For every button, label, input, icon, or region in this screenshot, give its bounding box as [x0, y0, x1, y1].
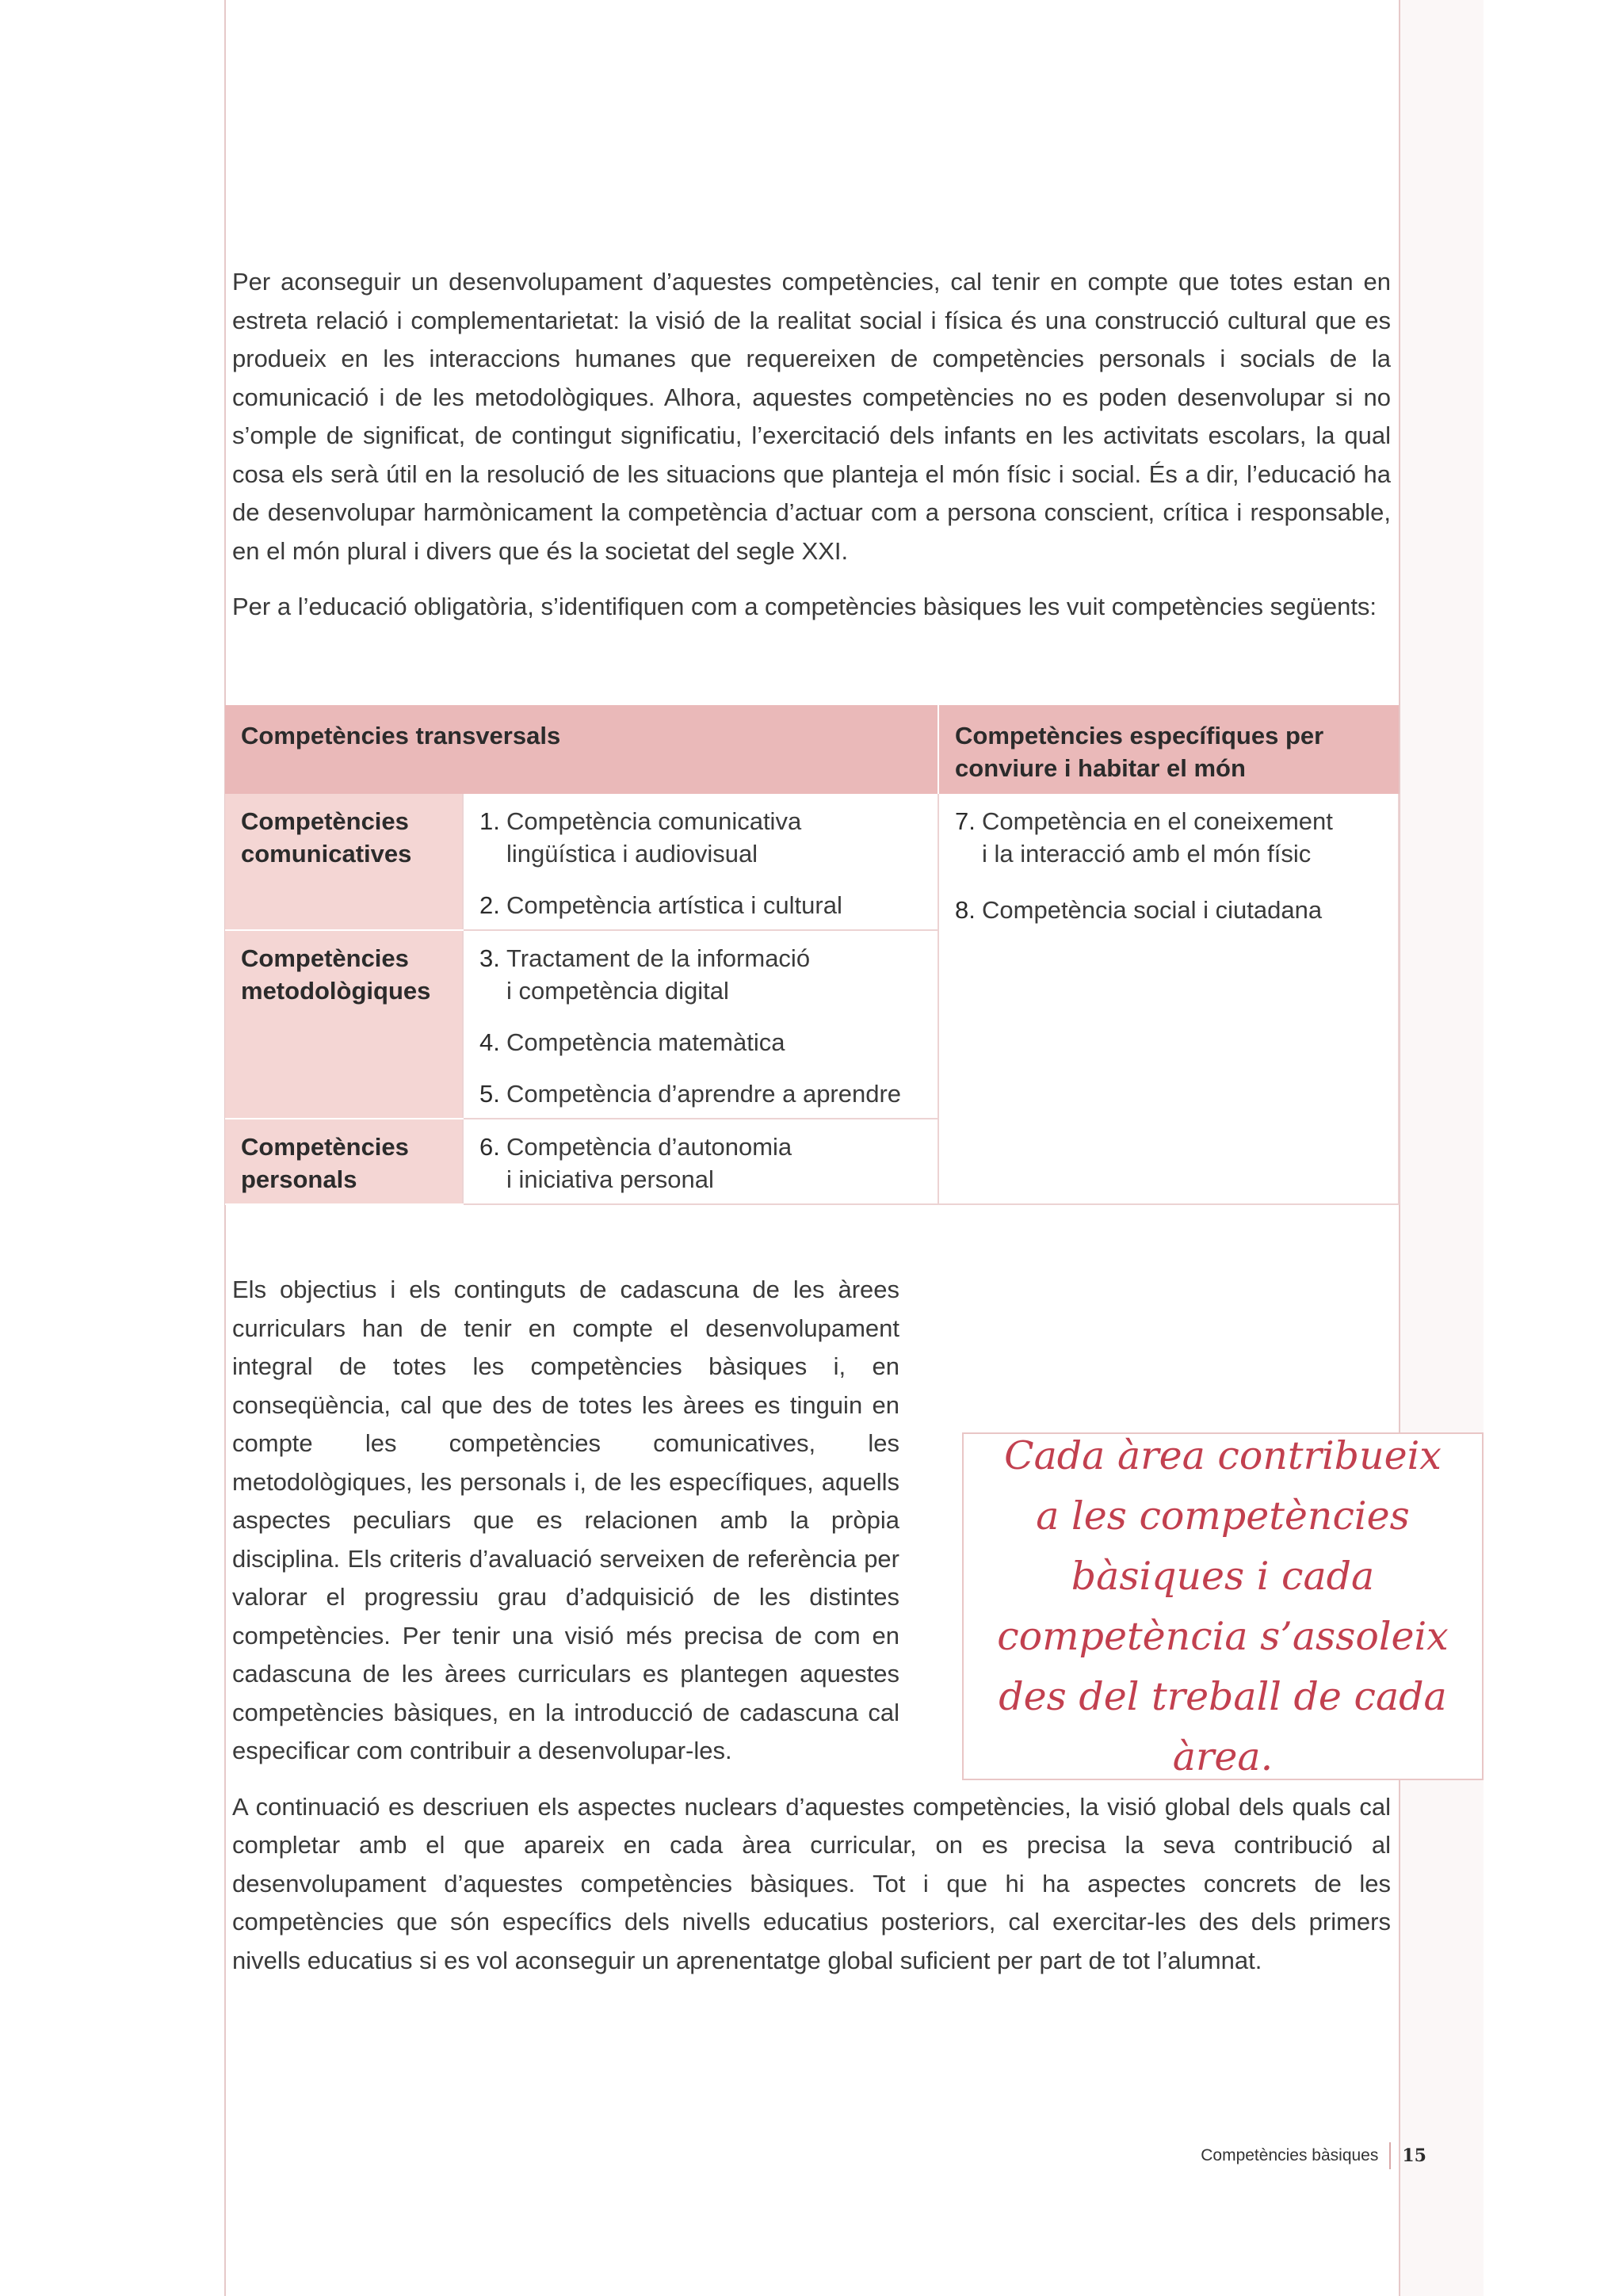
item-number: 6.: [479, 1133, 500, 1161]
pull-quote-text: Cada àrea contribueix a les competències bàsiques i cada competència s’assoleix des del treball de cada àrea.: [997, 1432, 1449, 1779]
competence-item-7: [955, 805, 1382, 870]
specific-competences-cell: [938, 794, 1399, 1204]
item-text-continued: i iniciativa personal: [506, 1165, 714, 1193]
header-transversal: Competències transversals: [225, 705, 938, 794]
competence-item-8: [955, 894, 1382, 926]
group-label-metodologiques: Competències metodològiques: [225, 930, 463, 1119]
competence-item-1: [463, 794, 938, 878]
item-text-continued: i competència digital: [506, 977, 729, 1005]
item-number: 8.: [955, 896, 976, 924]
objectives-paragraph-2: A continuació es descriuen els aspectes nuclears d’aquestes competències, la visió global dels quals cal completar amb el que apareix en cada àrea curricular, on es precisa la seva contribució al desenvolupament d’aquestes competències bàsiques. Tot i que hi ha aspectes concrets de les competències que són específics dels nivells educatius posteriors, cal exercitar-les des dels primers nivells educatius si es vol aconseguir un aprenentatge global suficient per part de tot l’alumnat.: [232, 1792, 1391, 1974]
competence-item-3: [463, 930, 938, 1015]
item-number: 2.: [479, 891, 500, 919]
header-specific: Competències específiques per conviure i habitar el món: [938, 705, 1399, 794]
right-margin-band: [1400, 0, 1484, 2296]
intro-paragraph-2: Per a l’educació obligatòria, s’identifiquen com a competències bàsiques les vuit competències següents:: [232, 593, 1377, 620]
page-number: 15: [1402, 2145, 1426, 2166]
item-text: Competència d’autonomia: [506, 1133, 792, 1161]
item-number: 1.: [479, 807, 500, 835]
item-number: 5.: [479, 1080, 500, 1108]
item-text: Competència artística i cultural: [506, 891, 842, 919]
competence-item-6: [463, 1119, 938, 1204]
item-text: Competència en el coneixement: [982, 807, 1333, 835]
item-text: Competència d’aprendre a aprendre: [506, 1080, 902, 1108]
objectives-paragraph-1: Els objectius i els continguts de cadascuna de les àrees curriculars han de tenir en compte el desenvolupament integral de totes les competències bàsiques i, en conseqüència, cal que des de totes les àrees es tinguin en compte les competències comunicatives, les metodològiques, les personals i, de les específiques, aquells aspectes peculiars que es relacionen amb la pròpia disciplina. Els criteris d’avaluació serveixen de referència per valorar el progressiu grau d’adquisició de les distintes competències. Per tenir una visió més precisa de com en cadascuna de les àrees curriculars es plantegen aquestes competències bàsiques, en la introducció de cadascuna cal especificar com contribuir a desenvolupar-les.: [232, 1276, 899, 1764]
item-text-continued: i la interacció amb el món físic: [982, 840, 1312, 868]
item-text: Tractament de la informació: [506, 944, 811, 972]
item-text-continued: lingüística i audiovisual: [506, 840, 758, 868]
item-number: 7.: [955, 807, 976, 835]
group-label-personals: Competències personals: [225, 1119, 463, 1204]
intro-section: [232, 263, 1391, 627]
footer-section-label: Competències bàsiques: [1201, 2146, 1379, 2164]
item-text: Competència matemàtica: [506, 1028, 785, 1056]
intro-paragraph-1: Per aconseguir un desenvolupament d’aquestes competències, cal tenir en compte que totes estan en estreta relació i complementarietat: la visió de la realitat social i física és una construcció cultural que es produeix en les interaccions humanes que requereixen de competències personals i socials de la comunicació i de les metodològiques. Alhora, aquestes competències no es poden desenvolupar si no s’omple de significat, de contingut significatiu, l’exercitació dels infants en les activitats escolars, la qual cosa els serà útil en la resolució de les situacions que planteja el món físic i social. És a dir, l’educació ha de desenvolupar harmònicament la competència d’actuar com a persona conscient, crítica i responsable, en el món plural i divers que és la societat del segle XXI.: [232, 268, 1391, 565]
item-text: Competència social i ciutadana: [982, 896, 1323, 924]
footer-divider: [1389, 2142, 1391, 2169]
competences-table: [225, 705, 1400, 1205]
item-number: 3.: [479, 944, 500, 972]
page-footer: [1189, 2142, 1426, 2169]
competence-item-4: [463, 1015, 938, 1066]
table-header-row: [225, 705, 1399, 794]
table-row: [225, 794, 1399, 878]
item-number: 4.: [479, 1028, 500, 1056]
group-label-comunicatives: Competències comunicatives: [225, 794, 463, 930]
pull-quote-box: [962, 1432, 1484, 1780]
competence-item-5: [463, 1066, 938, 1119]
competence-item-2: [463, 878, 938, 930]
item-text: Competència comunicativa: [506, 807, 802, 835]
